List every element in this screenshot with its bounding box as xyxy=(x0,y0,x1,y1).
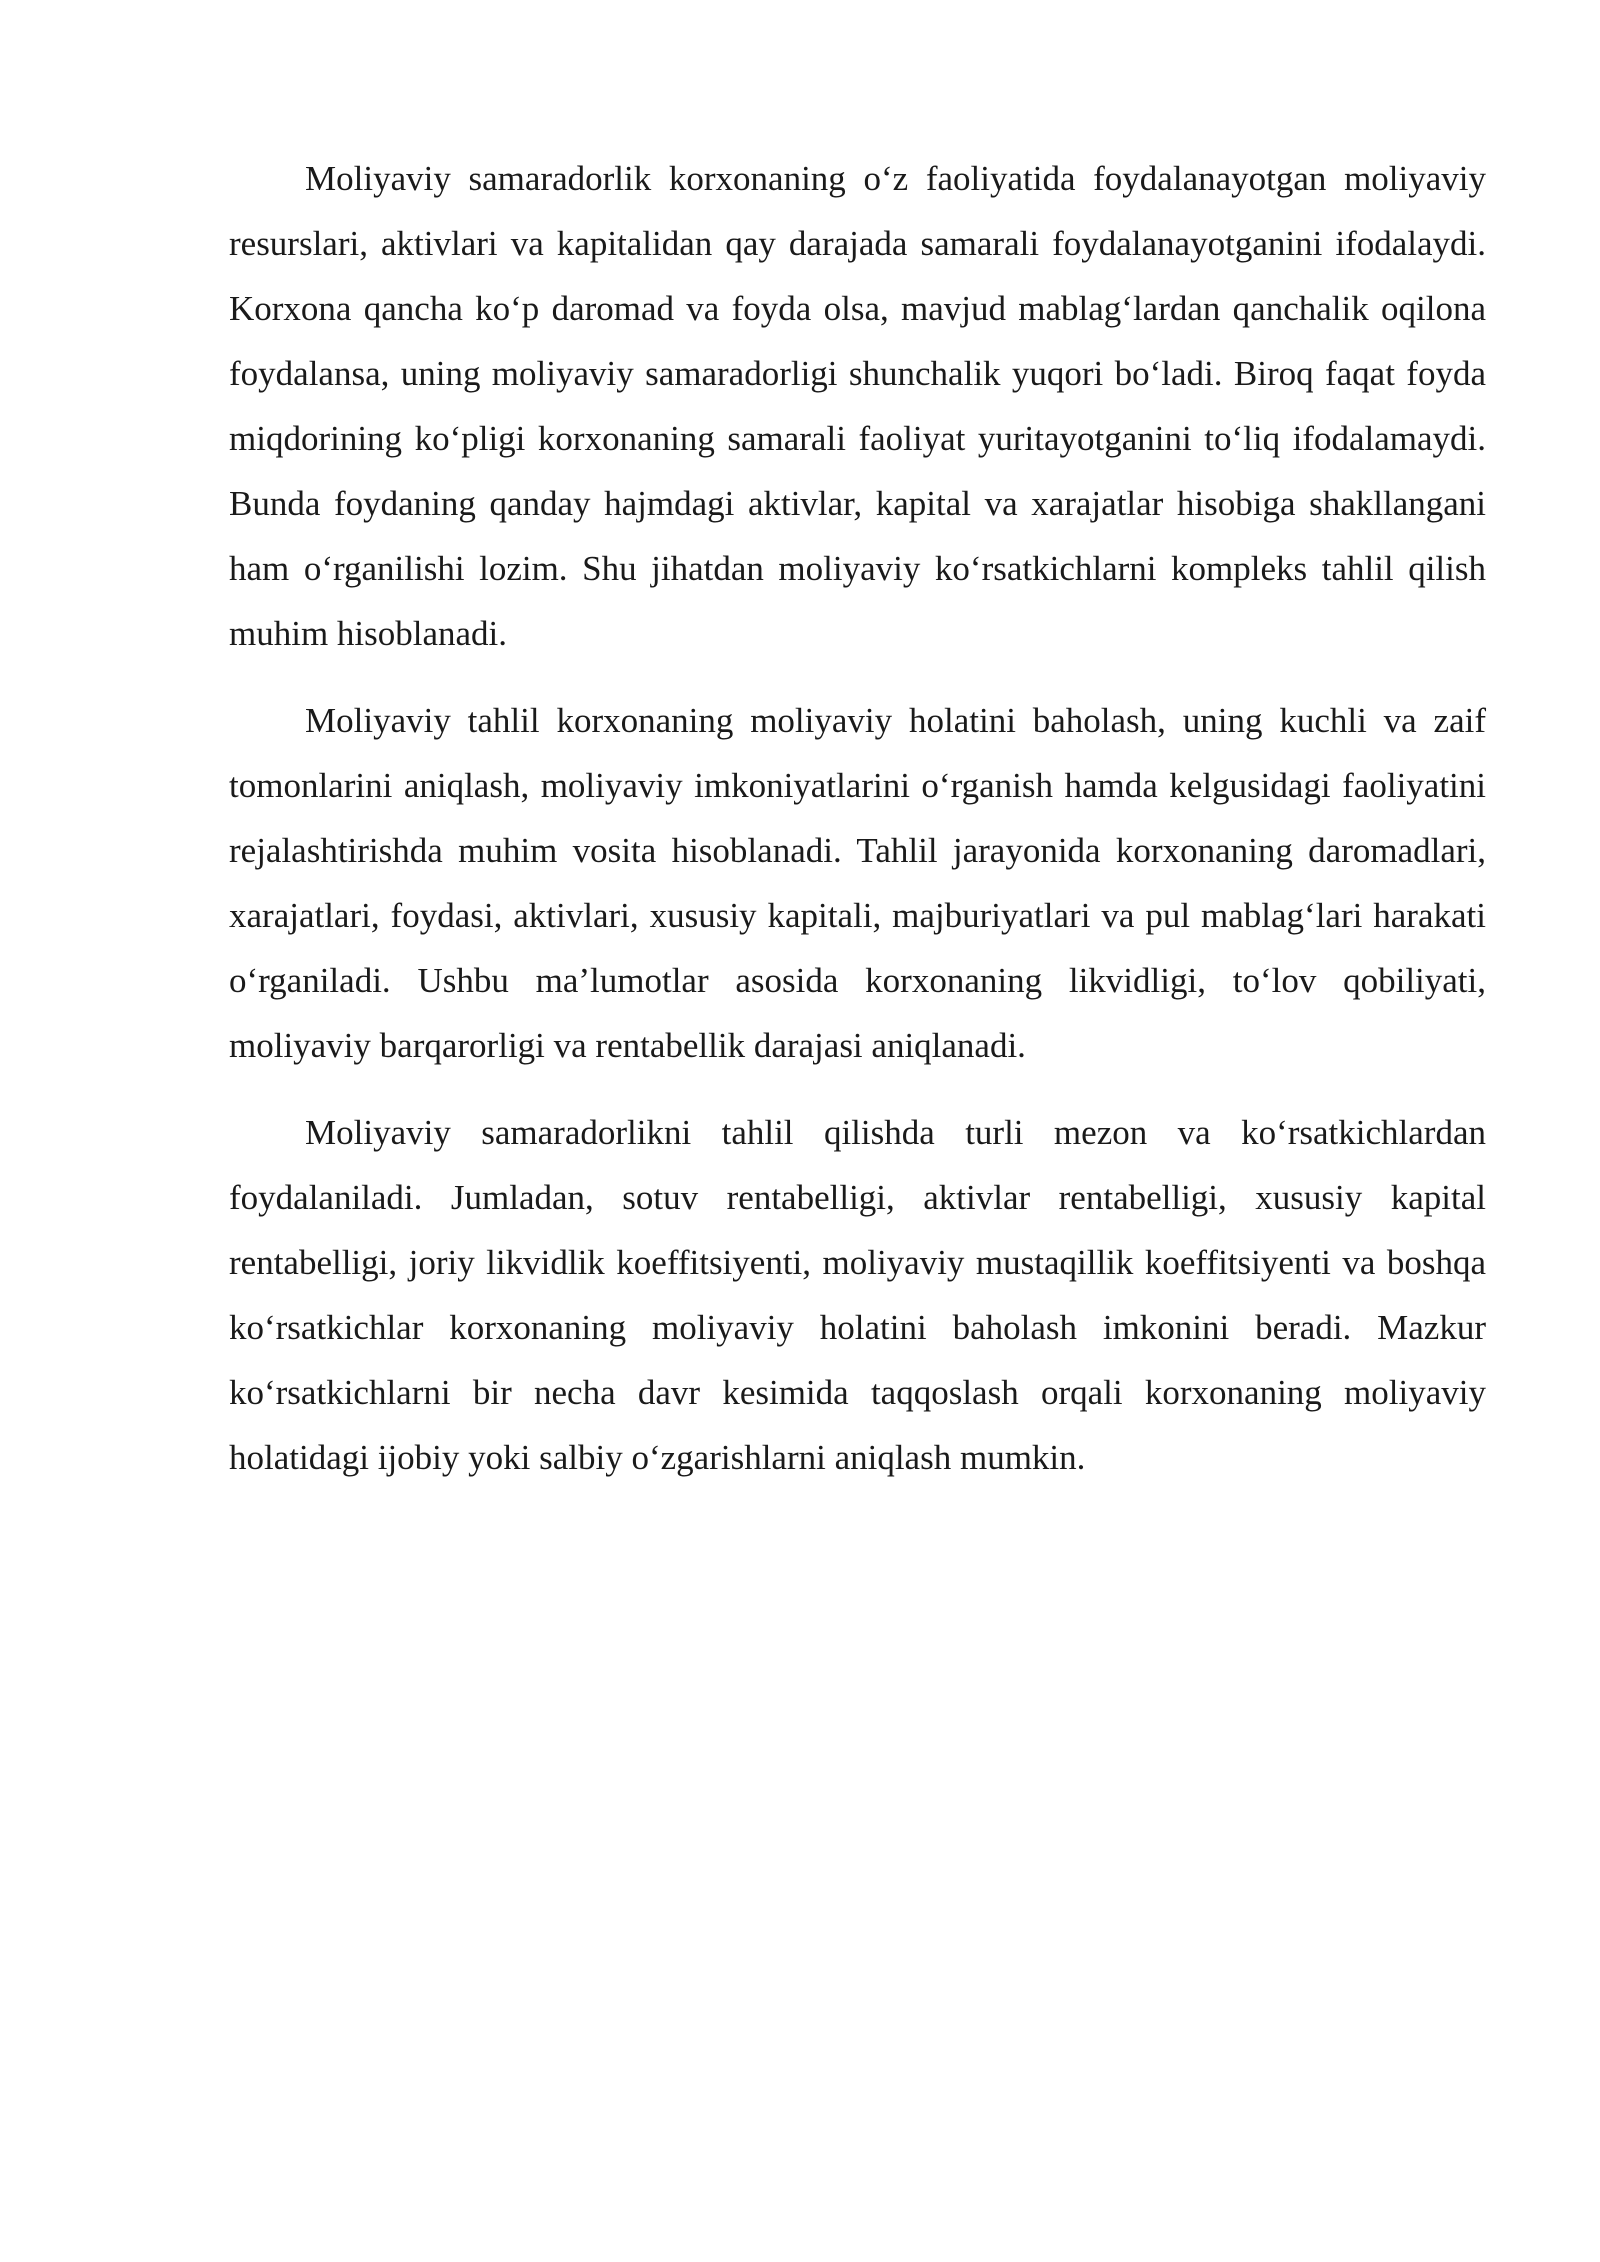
document-body xyxy=(229,146,1486,1512)
paragraph-efficiency-indicators: Moliyaviy samaradorlikni tahlil qilishda turli mezon va ko‘rsatkichlardan foydalaniladi. Jumladan, sotuv rentabelligi, aktivlar rentabelligi, xususiy kapital rentabelligi, joriy likvidlik koeffitsiyenti, moliyaviy mustaqillik koeffitsiyenti va boshqa ko‘rsatkichlar korxonaning moliyaviy holatini baholash imkonini beradi. Mazkur ko‘rsatkichlarni bir necha davr kesimida taqqoslash orqali korxonaning moliyaviy holatidagi ijobiy yoki salbiy o‘zgarishlarni aniqlash mumkin. xyxy=(229,1113,1486,1477)
paragraph-financial-efficiency: Moliyaviy samaradorlik korxonaning o‘z faoliyatida foydalanayotgan moliyaviy resurslari, aktivlari va kapitalidan qay darajada samarali foydalanayotganini ifodalaydi. Korxona qancha ko‘p daromad va foyda olsa, mavjud mablag‘lardan qanchalik oqilona foydalansa, uning moliyaviy samaradorligi shunchalik yuqori bo‘ladi. Biroq faqat foyda miqdorining ko‘pligi korxonaning samarali faoliyat yuritayotganini to‘liq ifodalamaydi. Bunda foydaning qanday hajmdagi aktivlar, kapital va xarajatlar hisobiga shakllangani ham o‘rganilishi lozim. Shu jihatdan moliyaviy ko‘rsatkichlarni kompleks tahlil qilish muhim hisoblanadi. xyxy=(229,159,1486,653)
paragraph-financial-analysis: Moliyaviy tahlil korxonaning moliyaviy holatini baholash, uning kuchli va zaif tomonlarini aniqlash, moliyaviy imkoniyatlarini o‘rganish hamda kelgusidagi faoliyatini rejalashtirishda muhim vosita hisoblanadi. Tahlil jarayonida korxonaning daromadlari, xarajatlari, foydasi, aktivlari, xususiy kapitali, majburiyatlari va pul mablag‘lari harakati o‘rganiladi. Ushbu ma’lumotlar asosida korxonaning likvidligi, to‘lov qobiliyati, moliyaviy barqarorligi va rentabellik darajasi aniqlanadi. xyxy=(229,701,1486,1065)
